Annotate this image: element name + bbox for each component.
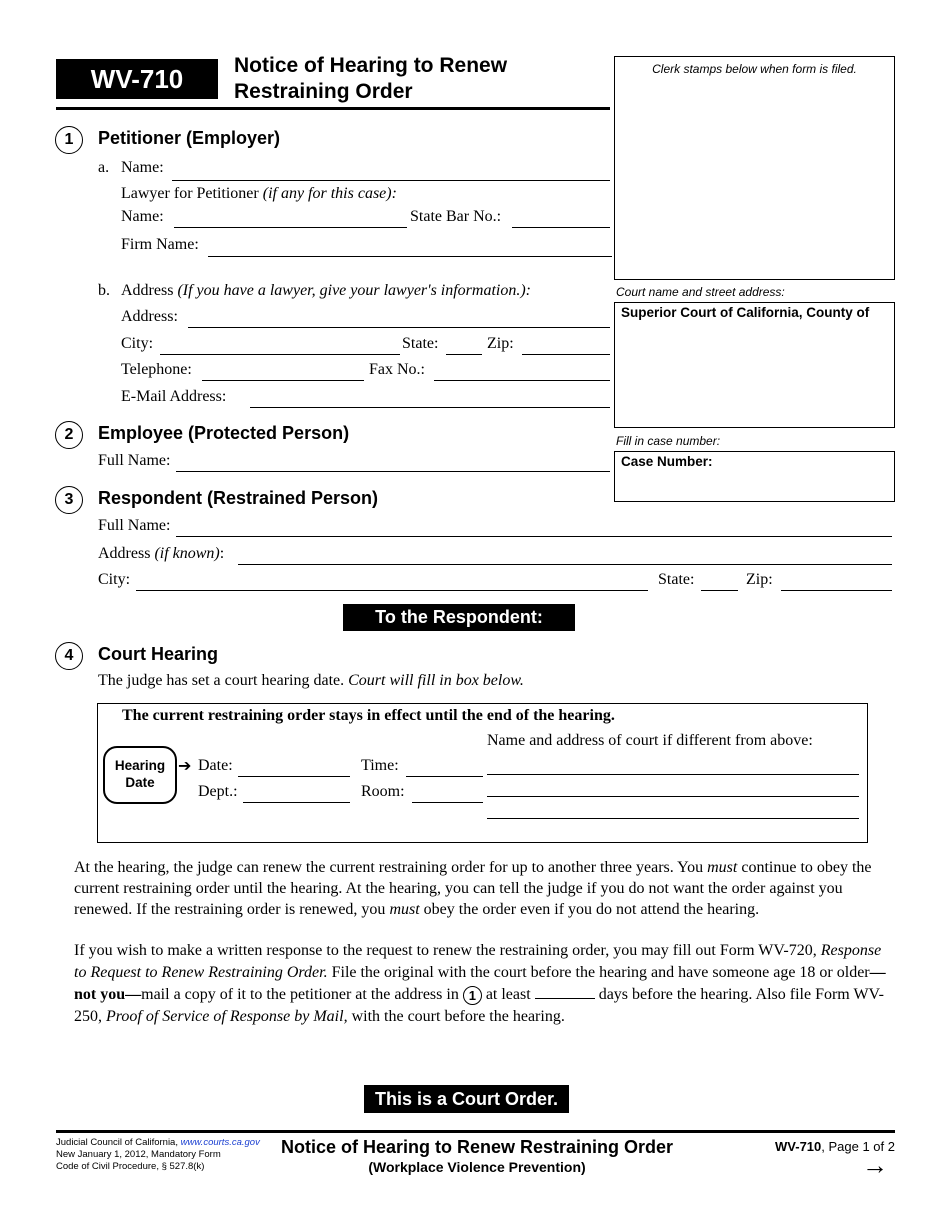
section-3-number: 3 [55, 486, 83, 514]
email-label: E-Mail Address: [121, 388, 227, 405]
hearing-intro-text: The judge has set a court hearing date. [98, 672, 345, 689]
section-1a-marker: a. [98, 159, 110, 176]
clerk-stamp-label: Clerk stamps below when form is filed. [652, 62, 857, 76]
fax-field[interactable] [434, 380, 610, 381]
footer-form-id: WV-710 [775, 1139, 822, 1154]
respondent-state-field[interactable] [701, 590, 738, 591]
hearing-dept-label: Dept.: [198, 783, 238, 800]
state-bar-label: State Bar No.: [410, 208, 502, 225]
respondent-full-name-label: Full Name: [98, 517, 171, 534]
state-bar-field[interactable] [512, 227, 610, 228]
petitioner-city-field[interactable] [160, 354, 400, 355]
next-page-arrow-icon[interactable]: → [862, 1150, 888, 1180]
footer-left [56, 1137, 260, 1173]
respondent-full-name-field[interactable] [176, 536, 892, 537]
address-note: (If you have a lawyer, give your lawyer's information.): [177, 282, 532, 299]
petitioner-address-field[interactable] [188, 327, 610, 328]
clerk-stamp-box [614, 56, 895, 280]
other-court-line-1[interactable] [487, 774, 859, 775]
footer-page-number: , Page 1 of 2 [821, 1139, 895, 1154]
respondent-address-field[interactable] [238, 564, 892, 565]
form-id: WV-710 [90, 64, 184, 94]
telephone-label: Telephone: [121, 361, 192, 378]
petitioner-city-label: City: [121, 335, 154, 352]
address-heading-text: Address [121, 282, 174, 299]
p2-text-c: mail a copy of it to the petitioner at the address in [141, 986, 463, 1003]
form-id-badge [56, 59, 218, 99]
petitioner-name-field[interactable] [172, 180, 610, 181]
form-title-line1: Notice of Hearing to Renew [234, 54, 508, 77]
employee-full-name-label: Full Name: [98, 452, 171, 469]
hearing-badge-line1: Hearing [114, 758, 166, 773]
court-name-text: Superior Court of California, County of [621, 305, 870, 320]
respondent-banner [343, 604, 575, 631]
footer-title-block [250, 1136, 704, 1176]
hearing-badge-line2: Date [125, 775, 155, 790]
respondent-city-label: City: [98, 571, 131, 588]
hearing-intro [98, 672, 524, 690]
lawyer-name-label: Name: [121, 208, 164, 225]
case-number-label: Fill in case number: [616, 434, 721, 448]
section-1b-marker: b. [98, 282, 110, 299]
footer-title: Notice of Hearing to Renew Restraining Order [280, 1137, 674, 1157]
respondent-city-field[interactable] [136, 590, 648, 591]
petitioner-address-label: Address: [121, 308, 178, 325]
court-order-banner-text: This is a Court Order. [374, 1089, 559, 1109]
petitioner-zip-label: Zip: [487, 335, 514, 352]
respondent-address-text: Address [98, 545, 151, 562]
case-number-text: Case Number: [621, 454, 713, 469]
hearing-room-label: Room: [361, 783, 405, 800]
petitioner-state-label: State: [402, 335, 439, 352]
other-court-label: Name and address of court if different from above: [487, 732, 813, 749]
respondent-address-colon: : [219, 545, 225, 562]
section-4-title: Court Hearing [98, 644, 219, 664]
respondent-zip-field[interactable] [781, 590, 892, 591]
section-3-title: Respondent (Restrained Person) [98, 488, 379, 508]
p2-not-you: —not you— [74, 964, 886, 1003]
footer-subtitle: (Workplace Violence Prevention) [368, 1159, 586, 1175]
other-court-line-3[interactable] [487, 818, 859, 819]
email-field[interactable] [250, 407, 610, 408]
response-paragraph [74, 940, 892, 1028]
footer-code-line: Code of Civil Procedure, § 527.8(k) [56, 1161, 205, 1172]
footer-council-line [56, 1137, 260, 1149]
p1-text-a: At the hearing, the judge can renew the current restraining order for up to another three years. You [74, 859, 708, 876]
days-before-field[interactable] [535, 984, 595, 999]
footer-rule [56, 1130, 895, 1133]
telephone-field[interactable] [202, 380, 364, 381]
header-rule [56, 107, 610, 110]
p1-text-b: continue to obey the current restraining order until the hearing. At the hearing, you can tell the judge if you do not want the order against you renewed. If the restraining order is renewed, you [74, 859, 872, 918]
petitioner-state-field[interactable] [446, 354, 482, 355]
section-2-number: 2 [55, 421, 83, 449]
court-order-banner [364, 1085, 569, 1113]
p1-text-c: obey the order even if you do not attend the hearing. [419, 901, 760, 918]
court-address-box[interactable] [614, 302, 895, 428]
p2-text-f: with the court before the hearing. [347, 1008, 565, 1025]
footer-url-link[interactable]: www.courts.ca.gov [180, 1137, 260, 1148]
section-1-title: Petitioner (Employer) [98, 128, 281, 148]
p2-form-name-2: Proof of Service of Response by Mail, [106, 1008, 348, 1025]
p2-text-a: If you wish to make a written response to the request to renew the restraining order, you may fill out Form WV-720, [74, 942, 821, 959]
form-title [234, 53, 507, 105]
lawyer-label-text: Lawyer for Petitioner [121, 185, 259, 202]
hearing-box-title: The current restraining order stays in effect until the end of the hearing. [122, 707, 615, 724]
p2-text-e: days before the hearing. Also file Form WV-250, [74, 986, 884, 1025]
footer-council: Judicial Council of California, [56, 1137, 181, 1148]
p2-form-name-1: Response to Request to Renew Restraining Order. [74, 942, 882, 981]
section-2-title: Employee (Protected Person) [98, 423, 350, 443]
case-number-box[interactable] [614, 451, 895, 502]
petitioner-name-label: Name: [121, 159, 164, 176]
hearing-date-label: Date: [198, 757, 233, 774]
hearing-intro-note: Court will fill in box below. [348, 672, 524, 689]
lawyer-name-field[interactable] [174, 227, 407, 228]
hearing-time-field[interactable] [406, 776, 483, 777]
firm-name-label: Firm Name: [121, 236, 199, 253]
respondent-zip-label: Zip: [746, 571, 773, 588]
section-1-number: 1 [55, 126, 83, 154]
hearing-date-badge [103, 746, 177, 804]
lawyer-note: (if any for this case): [262, 185, 397, 202]
respondent-address-label [98, 545, 224, 563]
petitioner-zip-field[interactable] [522, 354, 610, 355]
respondent-state-label: State: [658, 571, 695, 588]
respondent-address-note: (if known) [154, 545, 220, 562]
hearing-date-field[interactable] [238, 776, 350, 777]
arrow-icon: ➔ [178, 758, 192, 775]
form-title-line2: Restraining Order [234, 80, 413, 103]
other-court-line-2[interactable] [487, 796, 859, 797]
p2-text-b: File the original with the court before the hearing and have someone age 18 or older [327, 964, 870, 981]
employee-full-name-field[interactable] [176, 471, 610, 472]
address-heading [121, 282, 531, 300]
court-address-label: Court name and street address: [616, 285, 785, 299]
section-1-ref: 1 [463, 986, 482, 1005]
hearing-dept-field[interactable] [243, 802, 350, 803]
p1-must-1: must [707, 859, 738, 876]
section-4-number: 4 [55, 642, 83, 670]
p1-must-2: must [389, 901, 420, 918]
respondent-banner-text: To the Respondent: [375, 607, 543, 627]
firm-name-field[interactable] [208, 256, 612, 257]
footer-date-line: New January 1, 2012, Mandatory Form [56, 1149, 221, 1160]
fax-label: Fax No.: [369, 361, 425, 378]
hearing-paragraph [74, 857, 892, 920]
hearing-room-field[interactable] [412, 802, 483, 803]
hearing-time-label: Time: [361, 757, 399, 774]
lawyer-label [121, 185, 397, 203]
p2-text-d: at least [481, 986, 535, 1003]
